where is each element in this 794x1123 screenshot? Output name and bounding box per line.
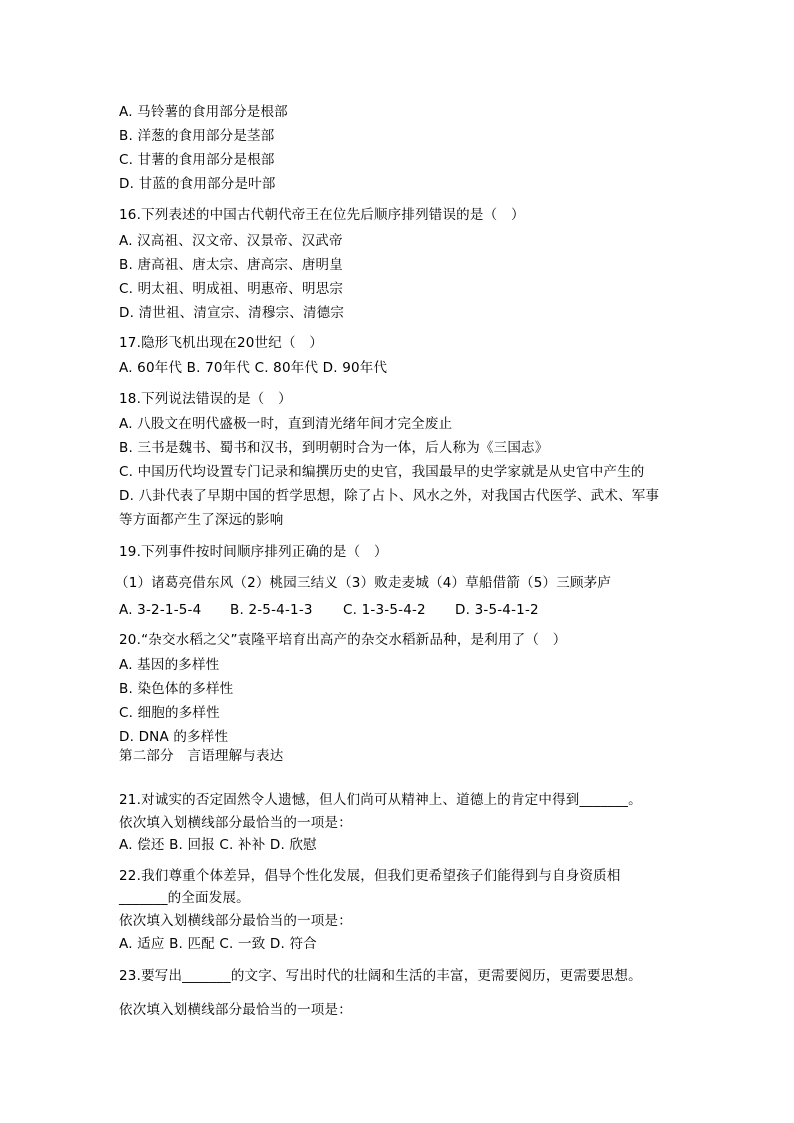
q15-option-d: D. 甘蓝的食用部分是叶部: [119, 176, 276, 192]
q20-question: 20.“杂交水稻之父”袁隆平培育出高产的杂交水稻新品种，是利用了（ ）: [119, 632, 567, 648]
q18-option-a: A. 八股文在明代盛极一时，直到清光绪年间才完全废止: [119, 416, 453, 432]
q21-question: 21.对诚实的否定固然令人遗憾，但人们尚可从精神上、道德上的肯定中得到_______。: [119, 792, 642, 808]
q21-options: A. 偿还 B. 回报 C. 补补 D. 欣慰: [119, 837, 317, 853]
q16-option-d: D. 清世祖、清宣宗、清穆宗、清德宗: [119, 305, 345, 321]
q19-events: （1）诸葛亮借东风（2）桃园三结义（3）败走麦城（4）草船借箭（5）三顾茅庐: [115, 575, 612, 591]
q20-option-d: D. DNA 的多样性: [119, 729, 229, 745]
q18-option-b: B. 三书是魏书、蜀书和汉书，到明朝时合为一体，后人称为《三国志》: [119, 440, 549, 456]
section-title: 第二部分 言语理解与表达: [119, 748, 284, 764]
q19-option-b: B. 2-5-4-1-3: [230, 602, 313, 618]
q19-option-c: C. 1-3-5-4-2: [343, 602, 426, 618]
q16-question: 16.下列表述的中国古代朝代帝王在位先后顺序排列错误的是（ ）: [119, 207, 525, 223]
q15-option-b: B. 洋葱的食用部分是茎部: [119, 128, 275, 144]
q17-question: 17.隐形飞机出现在20世纪（ ）: [119, 335, 324, 351]
q22-options: A. 适应 B. 匹配 C. 一致 D. 符合: [119, 936, 317, 952]
q21-instruction: 依次填入划横线部分最恰当的一项是：: [119, 815, 352, 831]
q20-option-a: A. 基因的多样性: [119, 657, 220, 673]
q22-instruction: 依次填入划横线部分最恰当的一项是：: [119, 913, 352, 929]
q15-option-a: A. 马铃薯的食用部分是根部: [119, 104, 288, 120]
q23-instruction: 依次填入划横线部分最恰当的一项是：: [119, 1002, 352, 1018]
q18-option-c: C. 中国历代均设置专门记录和编撰历史的史官，我国最早的史学家就是从史官中产生的: [119, 464, 645, 480]
q23-question: 23.要写出_______的文字、写出时代的壮阔和生活的丰富，更需要阅历，更需要思想。: [119, 968, 642, 984]
q17-options: A. 60年代 B. 70年代 C. 80年代 D. 90年代: [119, 360, 388, 376]
q20-option-b: B. 染色体的多样性: [119, 681, 234, 697]
q19-option-d: D. 3-5-4-1-2: [455, 602, 539, 618]
q22-question: 22.我们尊重个体差异，倡导个性化发展，但我们更希望孩子们能得到与自身资质相: [119, 868, 621, 884]
q18-option-d-cont: 等方面都产生了深远的影响: [119, 512, 284, 528]
q22-question-cont: _______的全面发展。: [119, 890, 250, 906]
q16-option-c: C. 明太祖、明成祖、明惠帝、明思宗: [119, 281, 344, 297]
q18-option-d: D. 八卦代表了早期中国的哲学思想，除了占卜、风水之外，对我国古代医学、武术、军事: [119, 488, 660, 504]
q19-option-a: A. 3-2-1-5-4: [119, 602, 202, 618]
q19-options: [119, 601, 539, 619]
q19-question: 19.下列事件按时间顺序排列正确的是（ ）: [119, 544, 388, 560]
q16-option-a: A. 汉高祖、汉文帝、汉景帝、汉武帝: [119, 233, 343, 249]
q16-option-b: B. 唐高祖、唐太宗、唐高宗、唐明皇: [119, 257, 343, 273]
q15-option-c: C. 甘薯的食用部分是根部: [119, 152, 275, 168]
q18-question: 18.下列说法错误的是（ ）: [119, 391, 292, 407]
q20-option-c: C. 细胞的多样性: [119, 705, 220, 721]
